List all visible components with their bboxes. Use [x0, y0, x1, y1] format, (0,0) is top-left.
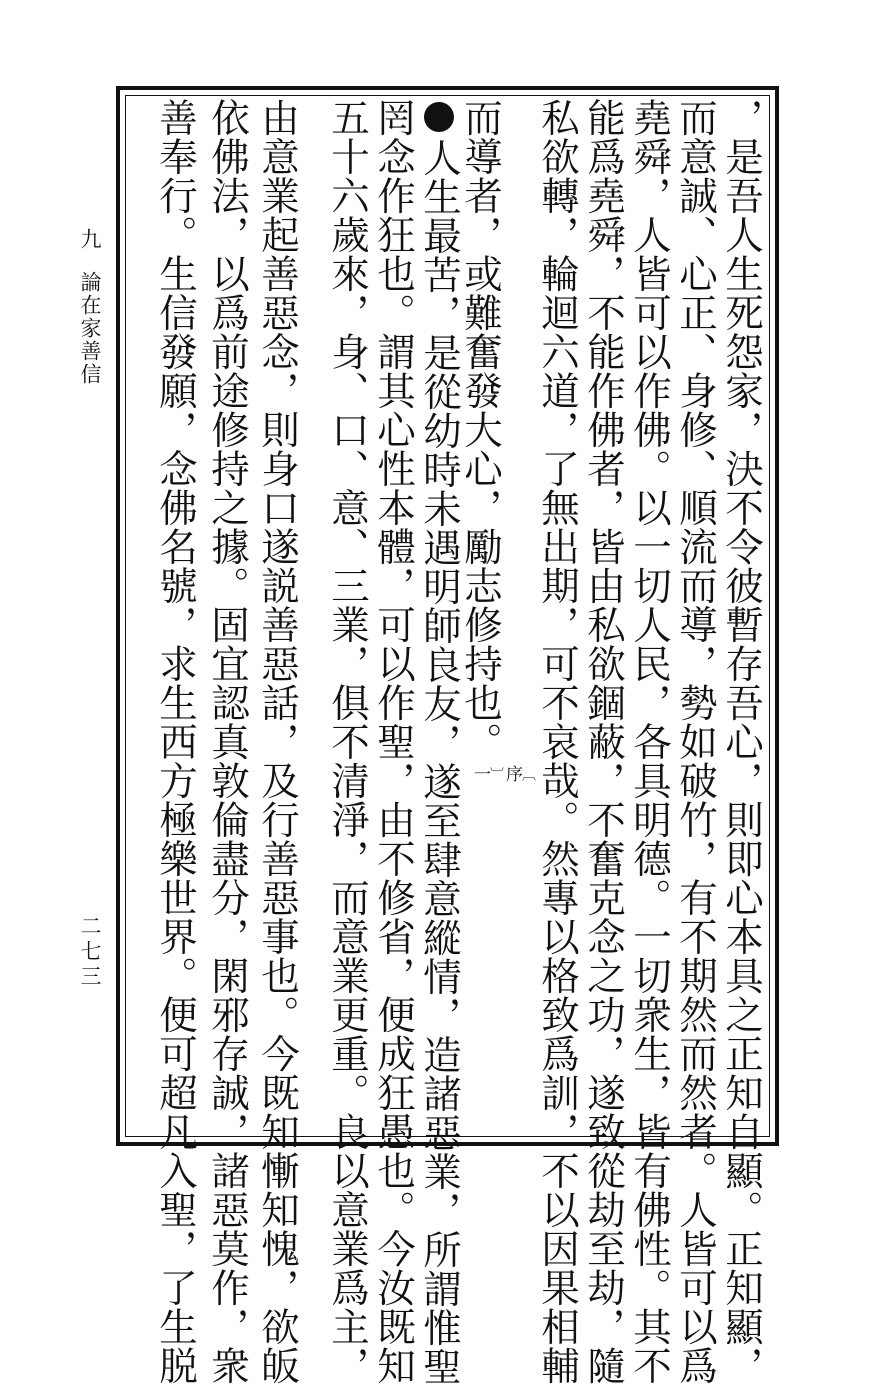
text-column-4: 能爲堯舜，不能作佛者，皆由私欲錮蔽，不奮克念之功，遂致從劫至劫，隨	[581, 98, 626, 1385]
source-note: ︹ 序 ︺ 一	[470, 765, 536, 783]
text-column-11: 依佛法，以爲前途修持之據。固宜認真敦倫盡分，閑邪存誠，諸惡莫作，衆	[205, 98, 250, 1385]
text-column-3: 堯舜，人皆可以作佛。以一切人民，各具明德。一切衆生，皆有佛性。其不	[627, 98, 672, 1385]
text-column-12: 善奉行。生信發願，念佛名號，求生西方極樂世界。便可超凡入聖，了生脱	[153, 98, 198, 1385]
chapter-number: 九	[78, 228, 102, 251]
bullet-dot-icon	[424, 102, 454, 132]
chapter-title: 論在家善信	[78, 271, 102, 386]
text-column-9: 五十六歲來，身、口、意、三業，俱不清淨，而意業更重。良以意業爲主，	[325, 98, 370, 1385]
page-number: 二七三	[78, 915, 102, 990]
text-column-7-main: 人生最苦，是從幼時未遇明師良友，遂至肆意縱情，造諸惡業，所謂惟聖	[417, 138, 462, 1386]
text-column-10: 由意業起善惡念，則身口遂説善惡話，及行善惡事也。今既知慚知愧，欲皈	[255, 98, 300, 1385]
text-column-7	[416, 98, 462, 1386]
source-note-label: 序	[502, 765, 522, 783]
text-column-6	[458, 98, 536, 1138]
chapter-header	[78, 228, 102, 386]
text-column-8: 罔念作狂也。謂其心性本體，可以作聖，由不修省，便成狂愚也。今汝既知	[371, 98, 416, 1385]
text-column-5: 私欲轉，輪迴六道，了無出期，可不哀哉。然專以格致爲訓，不以因果相輔	[535, 98, 580, 1385]
text-column-1: ，是吾人生死怨家，決不令彼暫存吾心，則即心本具之正知自顯。正知顯，	[719, 98, 764, 1385]
text-column-2: 而意誠、心正、身修、順流而導，勢如破竹，有不期然而然者。人皆可以爲	[673, 98, 718, 1385]
source-note-index: 一	[470, 765, 490, 783]
text-column-6-main: 而導者，或難奮發大心，勵志修持也。	[458, 98, 503, 761]
